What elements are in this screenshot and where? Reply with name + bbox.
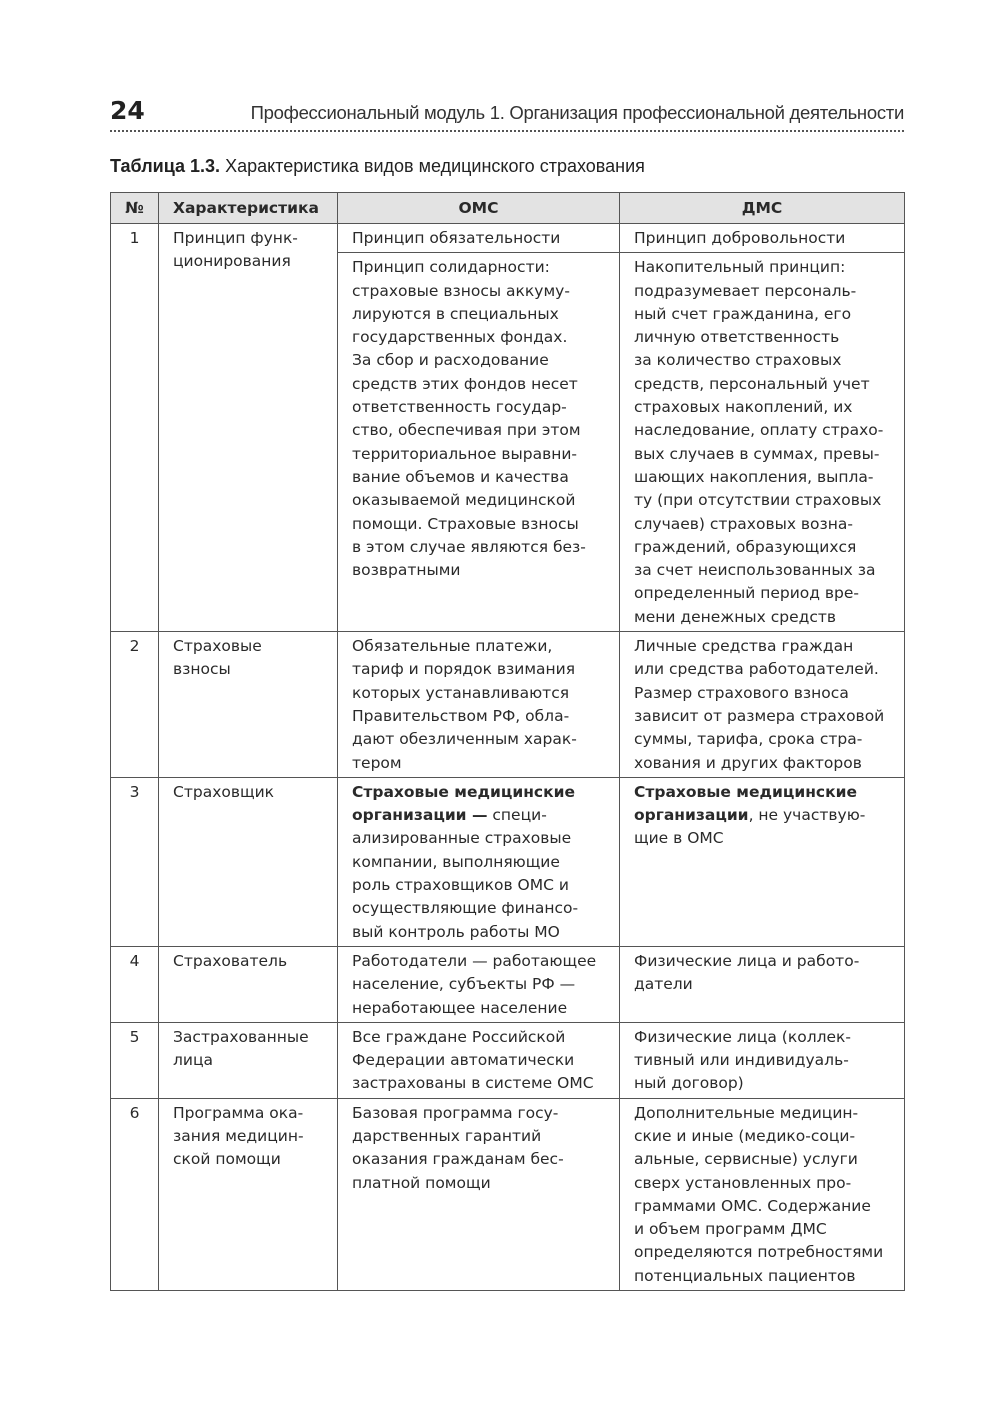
running-title: Профессиональный модуль 1. Организация профессиональной деятельности [250,102,904,123]
cell-characteristic: Страхователь [159,946,338,1022]
table-row [111,224,905,253]
cell-oms: Работодатели — работающее население, субъекты РФ — неработающее население [338,946,620,1022]
table-row [111,1098,905,1290]
header-divider [110,130,904,132]
row-number: 5 [111,1022,159,1098]
header-num: № [111,193,159,224]
table-row [111,946,905,1022]
row-number: 6 [111,1098,159,1290]
table-row [111,632,905,778]
cell-oms: Все граждане Российской Федерации автоматически застрахованы в системе ОМС [338,1022,620,1098]
table-caption-text: Характеристика видов медицинского страхования [220,156,645,176]
cell-characteristic: Программа ока- зания медицин- ской помощи [159,1098,338,1290]
cell-oms: Обязательные платежи, тариф и порядок взимания которых устанавливаются Правительством РФ, обла- дают обезличенным харак- тером [338,632,620,778]
row-number: 1 [111,224,159,632]
header-characteristic: Характеристика [159,193,338,224]
cell-dms: Дополнительные медицин- ские и иные (медико-соци- альные, сервисные) услуги сверх установленных про- граммами ОМС. Содержание и объем программ ДМС определяются потребностями потенциальных пациентов [620,1098,905,1290]
header-oms: ОМС [338,193,620,224]
cell-dms: Физические лица и работо- датели [620,946,905,1022]
cell-dms: Физические лица (коллек- тивный или индивидуаль- ный договор) [620,1022,905,1098]
table-row [111,1022,905,1098]
cell-oms: Принцип обязательности [338,224,620,253]
cell-characteristic: Застрахованные лица [159,1022,338,1098]
table-caption-label: Таблица 1.3. [110,156,221,176]
cell-characteristic: Страховые взносы [159,632,338,778]
page-number: 24 [110,96,145,125]
table-caption [110,156,645,177]
row-number: 2 [111,632,159,778]
page-header [110,96,904,132]
row-number: 4 [111,946,159,1022]
cell-dms: Накопительный принцип: подразумевает персональ- ный счет гражданина, его личную ответственность за количество страховых средств, персональный учет страховых накоплений, их наследование, оплату страхо- вых случаев в суммах, превы- шающих накопления, выпла- ту (при отсутствии страховых случаев) страховых возна- граждений, образующихся за счет неиспользованных за определенный период вре- мени денежных средств [620,253,905,632]
cell-characteristic: Принцип функ- ционирования [159,224,338,632]
cell-oms: Принцип солидарности: страховые взносы аккуму- лируются в специальных государственных фондах. За сбор и расходование средств этих фондов несет ответственность государ- ство, обеспечивая при этом территориальное выравни- вание объемов и качества оказываемой медицинской помощи. Страховые взносы в этом случае являются без- возвратными [338,253,620,632]
cell-dms: Принцип добровольности [620,224,905,253]
insurance-table [110,192,905,1291]
cell-characteristic: Страховщик [159,777,338,946]
header-dms: ДМС [620,193,905,224]
row-number: 3 [111,777,159,946]
table-header-row [111,193,905,224]
table-row [111,777,905,946]
cell-oms: Базовая программа госу- дарственных гарантий оказания гражданам бес- платной помощи [338,1098,620,1290]
cell-dms: Страховые медицинские организации, не участвую- щие в ОМС [620,777,905,946]
cell-oms: Страховые медицинские организации — специ- ализированные страховые компании, выполняющие роль страховщиков ОМС и осуществляющие финансо- вый контроль работы МО [338,777,620,946]
cell-dms: Личные средства граждан или средства работодателей. Размер страхового взноса зависит от размера страховой суммы, тарифа, срока стра- хования и других факторов [620,632,905,778]
